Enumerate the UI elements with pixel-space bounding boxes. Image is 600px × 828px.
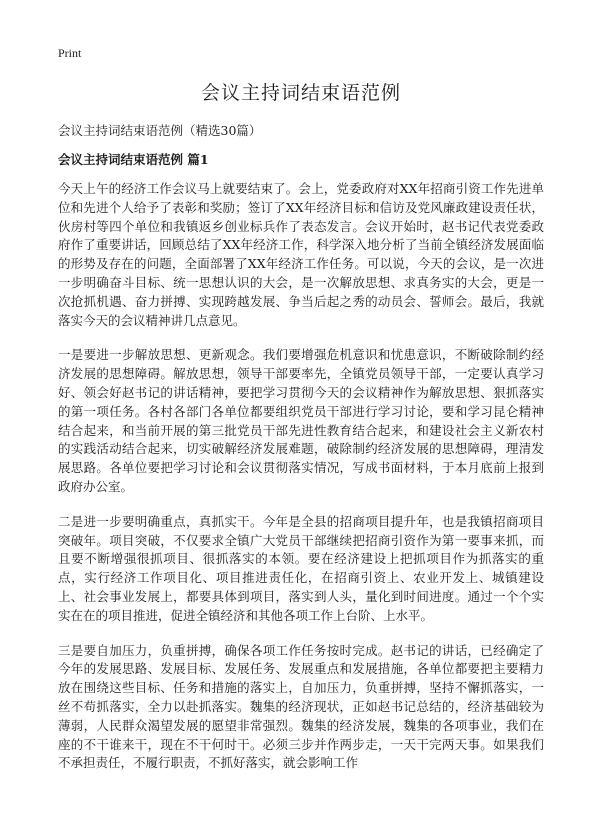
paragraph-point-one: 一是要进一步解放思想、更新观念。我们要增强危机意识和忧患意识，不断破除制约经济发展的思想障碍。解放思想，领导干部要率先，全镇党员领导干部，一定要认真学习好、领会好赵书记的讲话精神，要把学习贯彻今天的会议精神作为解放思想、狠抓落实的第一项任务。各村各部门各单位都要组织党员干部进行学习讨论，要和学习昆仑精神结合起来，和当前开展的第三批党员干部先进性教育结合起来，和建设社会主义新农村的实践活动结合起来，切实破解经济发展难题，破除制约经济发展的思想障碍，理清发展思路。各单位要把学习讨论和会议贯彻落实情况，写成书面材料，于本月底前上报到政府办公室。 xyxy=(58,347,544,494)
paragraph-intro: 今天上午的经济工作会议马上就要结束了。会上，党委政府对XX年招商引资工作先进单位和先进个人给予了表彰和奖励；签订了XX年经济目标和信访及党风廉政建设责任状，伙房村等四个单位和我镇返乡创业标兵作了表态发言。会议开始时，赵书记代表党委政府作了重要讲话，回顾总结了XX年经济工作，科学深入地分析了当前全镇经济发展面临的形势及存在的问题，全面部署了XX年经济工作任务。可以说，今天的会议，是一次进一步明确奋斗目标、统一思想认识的大会，是一次解放思想、求真务实的大会，更是一次抢抓机遇、奋力拼搏、实现跨越发展、争当后起之秀的动员会、誓师会。最后，我就落实今天的会议精神讲几点意见。 xyxy=(58,181,544,328)
print-link[interactable]: Print xyxy=(58,46,82,60)
paragraph-point-three: 三是要自加压力，负重拼搏，确保各项工作任务按时完成。赵书记的讲话，已经确定了今年的发展思路、发展目标、发展任务、发展重点和发展措施，各单位都要把主要精力放在围绕这些目标、任务和措施的落实上，自加压力，负重拼搏，坚持不懈抓落实，一丝不苟抓落实，全力以赴抓落实。魏集的经济现状，正如赵书记总结的，经济基础较为薄弱，人民群众渴望发展的愿望非常强烈。魏集的经济发展，魏集的各项事业，我们在座的不干谁来干，现在不干何时干。必须三步并作两步走，一天干完两天事。如果我们不承担责任，不履行职责，不抓好落实，就会影响工作 xyxy=(58,642,544,771)
document-title: 会议主持词结束语范例 xyxy=(200,82,401,104)
section-heading: 会议主持词结束语范例 篇1 xyxy=(58,152,209,167)
document-subtitle: 会议主持词结束语范例（精选30篇） xyxy=(58,123,262,138)
document-body xyxy=(58,180,544,789)
paragraph-point-two: 二是进一步要明确重点，真抓实干。今年是全县的招商项目提升年，也是我镇招商项目突破年。项目突破，不仅要求全镇广大党员干部继续把招商引资作为第一要事来抓，而且要不断增强很抓项目、很抓落实的本领。要在经济建设上把抓项目作为抓落实的重点，实行经济工作项目化、项目推进责任化，在招商引资上、农业开发上、城镇建设上、社会事业发展上，都要具体到项目，落实到人头，量化到时间进度。通过一个个实实在在的项目推进，促进全镇经济和其他各项工作上台阶、上水平。 xyxy=(58,513,544,623)
